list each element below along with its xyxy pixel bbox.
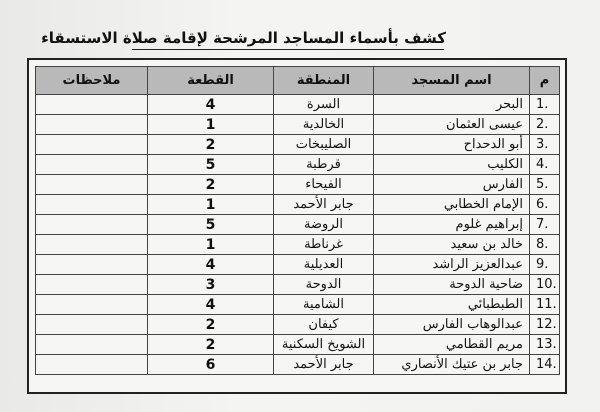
table-row	[36, 335, 560, 355]
mosque-name: الإمام الخطابي	[374, 195, 530, 215]
piece-number: 2	[148, 335, 274, 355]
table-row	[36, 155, 560, 175]
notes-cell	[36, 235, 148, 255]
area-name: جابر الأحمد	[274, 355, 374, 375]
mosque-name: أبو الدحداح	[374, 135, 530, 155]
header-mosque: اسم المسجد	[374, 67, 530, 95]
table-row	[36, 175, 560, 195]
mosque-name: جابر بن عتيك الأنصاري	[374, 355, 530, 375]
area-name: العديلية	[274, 255, 374, 275]
row-number: 5.	[530, 175, 560, 195]
notes-cell	[36, 115, 148, 135]
table-frame	[27, 58, 567, 394]
mosque-name: الفارس	[374, 175, 530, 195]
row-number: 13.	[530, 335, 560, 355]
piece-number: 6	[148, 355, 274, 375]
header-notes: ملاحظات	[36, 67, 148, 95]
area-name: السرة	[274, 95, 374, 115]
title-underline	[132, 49, 444, 50]
mosque-name: عبدالعزيز الراشد	[374, 255, 530, 275]
table-row	[36, 255, 560, 275]
piece-number: 1	[148, 235, 274, 255]
row-number: 2.	[530, 115, 560, 135]
document-title: كشف بأسماء المساجد المرشحة لإقامة صلاة الاستسقاء	[41, 29, 446, 47]
piece-number: 5	[148, 155, 274, 175]
area-name: الخالدية	[274, 115, 374, 135]
area-name: كيفان	[274, 315, 374, 335]
piece-number: 4	[148, 95, 274, 115]
header-area: المنطقة	[274, 67, 374, 95]
notes-cell	[36, 175, 148, 195]
piece-number: 3	[148, 275, 274, 295]
notes-cell	[36, 255, 148, 275]
notes-cell	[36, 155, 148, 175]
piece-number: 5	[148, 215, 274, 235]
area-name: جابر الأحمد	[274, 195, 374, 215]
area-name: الشويخ السكنية	[274, 335, 374, 355]
table-row	[36, 315, 560, 335]
mosque-name: إبراهيم غلوم	[374, 215, 530, 235]
row-number: 10.	[530, 275, 560, 295]
notes-cell	[36, 195, 148, 215]
mosque-name: الكليب	[374, 155, 530, 175]
table-body	[36, 95, 560, 375]
mosque-name: ضاحية الدوحة	[374, 275, 530, 295]
table-row	[36, 135, 560, 155]
row-number: 11.	[530, 295, 560, 315]
piece-number: 1	[148, 195, 274, 215]
piece-number: 2	[148, 175, 274, 195]
mosques-table	[35, 66, 560, 375]
table-row	[36, 275, 560, 295]
table-row	[36, 195, 560, 215]
table-row	[36, 235, 560, 255]
table-row	[36, 215, 560, 235]
row-number: 9.	[530, 255, 560, 275]
mosque-name: عيسى العثمان	[374, 115, 530, 135]
area-name: الشامية	[274, 295, 374, 315]
table-row	[36, 355, 560, 375]
notes-cell	[36, 215, 148, 235]
mosque-name: مريم القطامي	[374, 335, 530, 355]
row-number: 8.	[530, 235, 560, 255]
row-number: 6.	[530, 195, 560, 215]
area-name: الروضة	[274, 215, 374, 235]
notes-cell	[36, 335, 148, 355]
row-number: 12.	[530, 315, 560, 335]
mosque-name: خالد بن سعيد	[374, 235, 530, 255]
table-row	[36, 115, 560, 135]
notes-cell	[36, 315, 148, 335]
notes-cell	[36, 275, 148, 295]
piece-number: 4	[148, 295, 274, 315]
row-number: 14.	[530, 355, 560, 375]
mosque-name: عبدالوهاب الفارس	[374, 315, 530, 335]
mosque-name: الطبطبائي	[374, 295, 530, 315]
table-row	[36, 295, 560, 315]
area-name: الفيحاء	[274, 175, 374, 195]
piece-number: 2	[148, 135, 274, 155]
area-name: غرناطة	[274, 235, 374, 255]
row-number: 1.	[530, 95, 560, 115]
piece-number: 1	[148, 115, 274, 135]
notes-cell	[36, 295, 148, 315]
area-name: الدوحة	[274, 275, 374, 295]
area-name: الصليبخات	[274, 135, 374, 155]
notes-cell	[36, 135, 148, 155]
notes-cell	[36, 355, 148, 375]
table-header-row	[36, 67, 560, 95]
piece-number: 4	[148, 255, 274, 275]
row-number: 4.	[530, 155, 560, 175]
header-piece: القطعة	[148, 67, 274, 95]
piece-number: 2	[148, 315, 274, 335]
header-num: م	[530, 67, 560, 95]
mosque-name: البحر	[374, 95, 530, 115]
row-number: 3.	[530, 135, 560, 155]
notes-cell	[36, 95, 148, 115]
table-row	[36, 95, 560, 115]
area-name: قرطبة	[274, 155, 374, 175]
row-number: 7.	[530, 215, 560, 235]
